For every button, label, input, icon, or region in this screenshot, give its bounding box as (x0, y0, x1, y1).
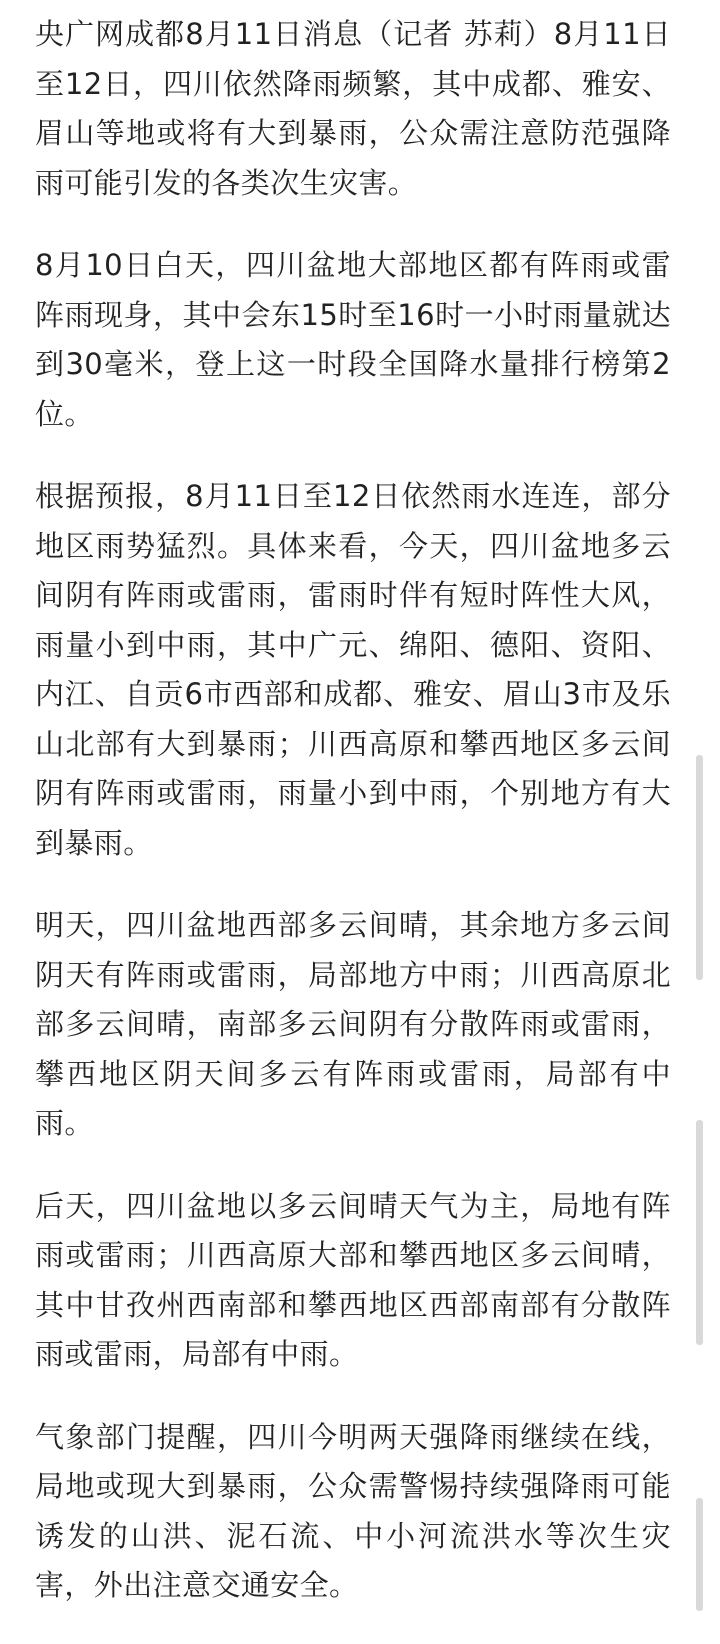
article-paragraph-forecast-today: 根据预报，8月11日至12日依然雨水连连，部分地区雨势猛烈。具体来看，今天，四川盆地多云间阴有阵雨或雷雨，雷雨时伴有短时阵性大风，雨量小到中雨，其中广元、绵阳、德阳、资阳、内江、自贡6市西部和成都、雅安、眉山3市及乐山北部有大到暴雨；川西高原和攀西地区多云间阴有阵雨或雷雨，雨量小到中雨，个别地方有大到暴雨。 (35, 479, 671, 860)
scrollbar-thumb-upper[interactable] (696, 755, 703, 980)
scrollbar-thumb-bottom[interactable] (696, 1498, 703, 1611)
article-paragraph-forecast-tomorrow: 明天，四川盆地西部多云间晴，其余地方多云间阴天有阵雨或雷雨，局部地方中雨；川西高原北部多云间晴，南部多云间阴有分散阵雨或雷雨，攀西地区阴天间多云有阵雨或雷雨，局部有中雨。 (35, 908, 671, 1140)
article-paragraph-lead: 央广网成都8月11日消息（记者 苏莉）8月11日至12日，四川依然降雨频繁，其中成都、雅安、眉山等地或将有大到暴雨，公众需注意防范强降雨可能引发的各类次生灾害。 (35, 17, 671, 200)
article-paragraph-rainfall-record: 8月10日白天，四川盆地大部地区都有阵雨或雷阵雨现身，其中会东15时至16时一小时雨量就达到30毫米，登上这一时段全国降水量排行榜第2位。 (35, 248, 671, 431)
scrollbar-thumb-lower[interactable] (696, 1120, 703, 1345)
article-body (35, 10, 671, 1644)
article-paragraph-safety-reminder: 气象部门提醒，四川今明两天强降雨继续在线，局地或现大到暴雨，公众需警惕持续强降雨可能诱发的山洪、泥石流、中小河流洪水等次生灾害，外出注意交通安全。 (35, 1419, 671, 1602)
article-paragraph-forecast-day-after: 后天，四川盆地以多云间晴天气为主，局地有阵雨或雷雨；川西高原大部和攀西地区多云间晴，其中甘孜州西南部和攀西地区西部南部有分散阵雨或雷雨，局部有中雨。 (35, 1188, 671, 1371)
